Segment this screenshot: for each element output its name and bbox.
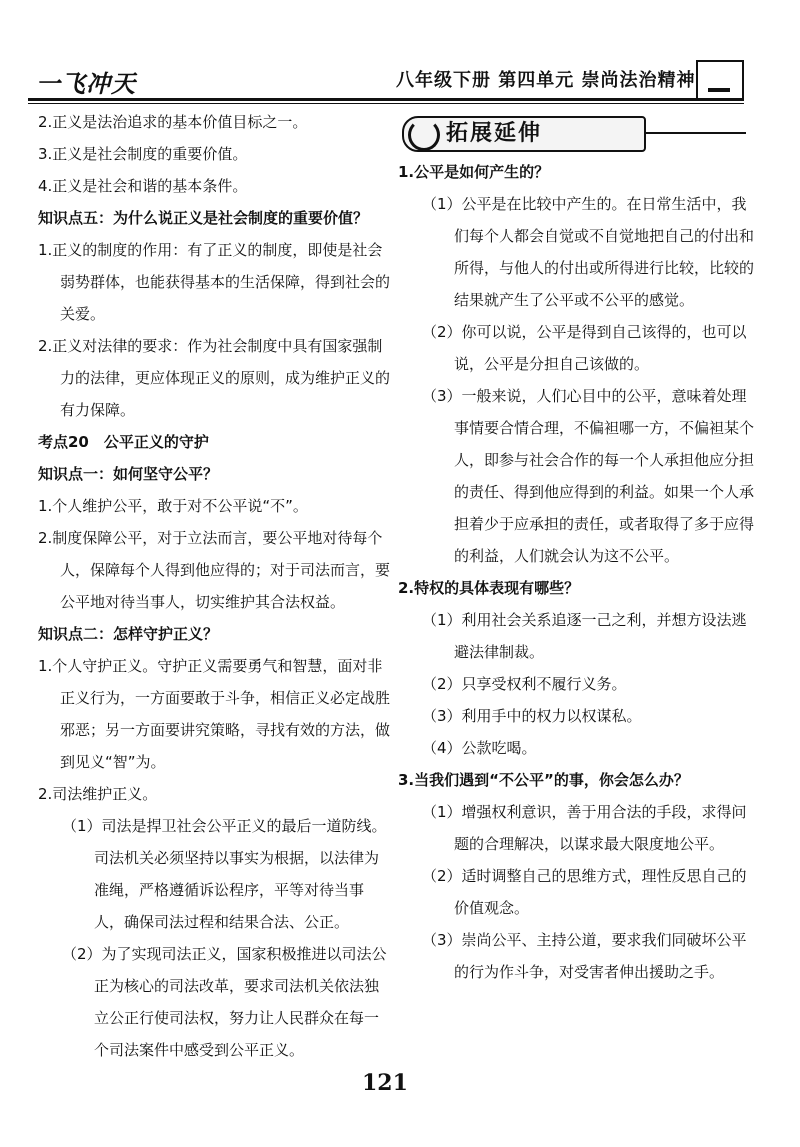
header-rule-thin	[28, 103, 744, 104]
banner-line	[646, 132, 746, 134]
brand-logo: 一飞冲天	[36, 70, 136, 98]
answer-item: （1）利用社会关系追逐一己之利，并想方设法逃避法律制裁。	[422, 611, 747, 661]
answer-item: （1）公平是在比较中产生的。在日常生活中，我们每个人都会自觉或不自觉地把自己的付出和所得，与他人的付出或所得进行比较，比较的结果就产生了公平或不公平的感觉。	[422, 195, 755, 309]
left-column	[38, 106, 390, 1066]
swirl-icon	[408, 119, 440, 151]
answer-item: （1）增强权利意识，善于用合法的手段，求得问题的合理解决，以谋求最大限度地公平。	[422, 803, 747, 853]
sub-list-item: （1）司法是捍卫社会公平正义的最后一道防线。司法机关必须坚持以事实为根据，以法律为准绳，严格遵循诉讼程序，平等对待当事人，确保司法过程和结果合法、公正。	[62, 817, 387, 931]
answer-item: （3）一般来说，人们心目中的公平，意味着处理事情要合情合理，不偏袒哪一方，不偏袒某个人，即参与社会合作的每一个人承担他应分担的责任、得到他应得到的利益。如果一个人承担着少于应承担的责任，或者取得了多于应得的利益，人们就会认为这不公平。	[422, 387, 755, 565]
answer-item: （2）你可以说，公平是得到自己该得的，也可以说，公平是分担自己该做的。	[422, 323, 747, 373]
list-item: 1.个人守护正义。守护正义需要勇气和智慧，面对非正义行为，一方面要敢于斗争，相信正义必定战胜邪恶；另一方面要讲究策略，寻找有效的方法，做到见义“智”为。	[38, 657, 391, 771]
unit-title: 八年级下册 第四单元 崇尚法治精神	[396, 70, 696, 91]
text-line: 4.正义是社会和谐的基本条件。	[38, 177, 248, 195]
answer-item: （4）公款吃喝。	[422, 739, 537, 757]
question-3: 3.当我们遇到“不公平”的事，你会怎么办？	[398, 771, 689, 789]
knowledge-point-2-title: 知识点二：怎样守护正义？	[38, 625, 219, 643]
answer-item: （3）利用手中的权力以权谋私。	[422, 707, 642, 725]
section-banner	[398, 112, 760, 154]
question-2: 2.特权的具体表现有哪些？	[398, 579, 580, 597]
exam-point-title: 考点20 公平正义的守护	[38, 433, 209, 451]
knowledge-point-5-title: 知识点五：为什么说正义是社会制度的重要价值？	[38, 209, 369, 227]
knowledge-point-1-title: 知识点一：如何坚守公平？	[38, 465, 219, 483]
text-line: 2.正义是法治追求的基本价值目标之一。	[38, 113, 308, 131]
right-column	[398, 106, 760, 988]
header-rule	[28, 98, 744, 101]
banner-title: 拓展延伸	[446, 120, 543, 146]
question-1: 1.公平是如何产生的？	[398, 163, 550, 181]
page-header	[28, 52, 744, 102]
list-item: 2.正义对法律的要求：作为社会制度中具有国家强制力的法律，更应体现正义的原则，成为维护正义的有力保障。	[38, 337, 391, 419]
list-item: 2.制度保障公平，对于立法而言，要公平地对待每个人，保障每个人得到他应得的；对于司法而言，要公平地对待当事人，切实维护其合法权益。	[38, 529, 391, 611]
sub-list-item: （2）为了实现司法正义，国家积极推进以司法公正为核心的司法改革，要求司法机关依法独立公正行使司法权，努力让人民群众在每一个司法案件中感受到公平正义。	[62, 945, 387, 1059]
answer-item: （2）只享受权利不履行义务。	[422, 675, 627, 693]
corner-decoration-icon	[696, 60, 744, 100]
answer-item: （3）崇尚公平、主持公道，要求我们同破坏公平的行为作斗争，对受害者伸出援助之手。	[422, 931, 747, 981]
page-number: 121	[362, 1070, 408, 1096]
list-item: 1.个人维护公平，敢于对不公平说“不”。	[38, 497, 308, 515]
list-item: 2.司法维护正义。	[38, 785, 158, 803]
list-item: 1.正义的制度的作用：有了正义的制度，即使是社会弱势群体，也能获得基本的生活保障，得到社会的关爱。	[38, 241, 391, 323]
answer-item: （2）适时调整自己的思维方式，理性反思自己的价值观念。	[422, 867, 747, 917]
text-line: 3.正义是社会制度的重要价值。	[38, 145, 248, 163]
